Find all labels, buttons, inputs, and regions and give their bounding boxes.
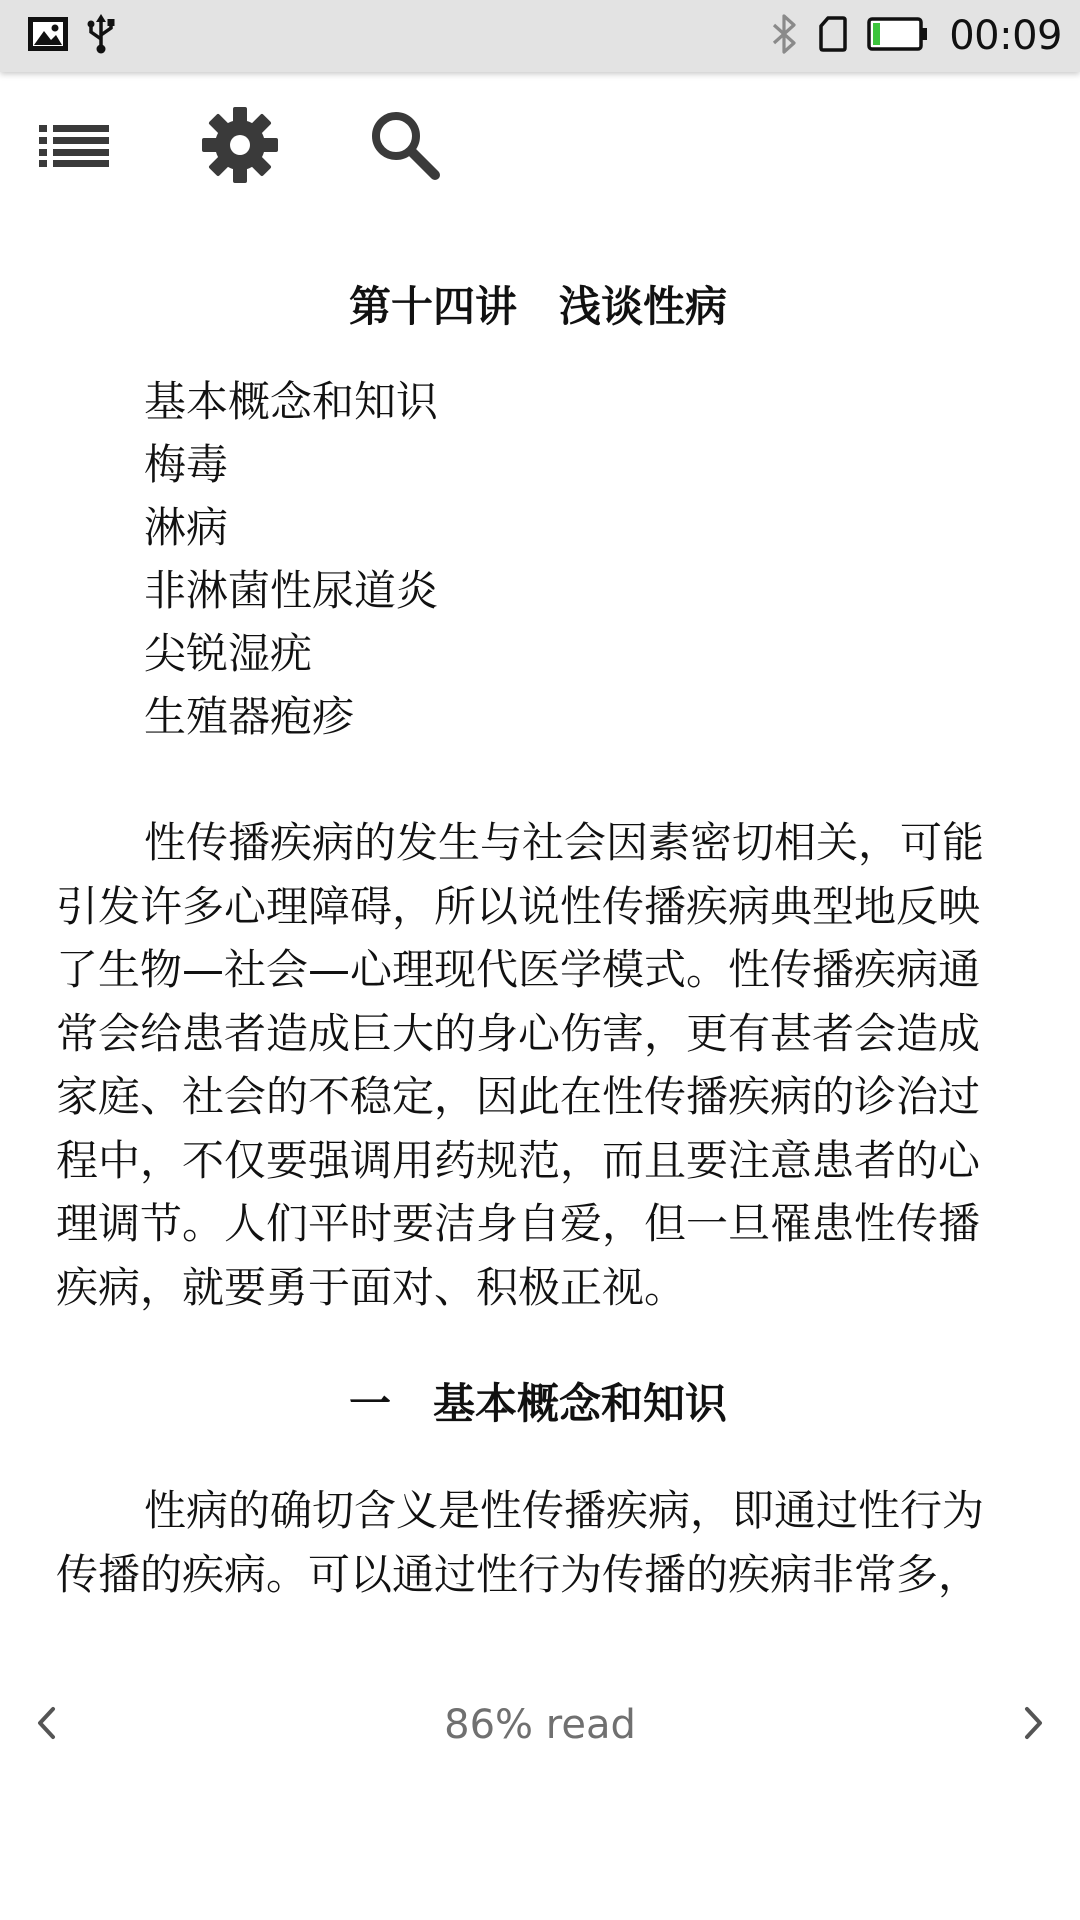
reading-progress: 86% read xyxy=(444,1702,636,1748)
status-bar xyxy=(0,0,1080,72)
reader-content xyxy=(56,270,1020,1606)
outline-item: 尖锐湿疣 xyxy=(144,629,313,678)
status-bar-left xyxy=(28,16,116,56)
chapter-title: 第十四讲 浅谈性病 xyxy=(348,282,727,331)
search-button[interactable] xyxy=(355,102,455,192)
battery-fill xyxy=(873,23,880,45)
usb-icon xyxy=(86,14,116,58)
battery-icon xyxy=(867,17,929,55)
table-of-contents-button[interactable] xyxy=(24,102,124,192)
chapter-outline xyxy=(56,370,1020,748)
outline-item: 梅毒 xyxy=(144,440,229,489)
status-bar-right xyxy=(771,10,1062,62)
previous-page-button[interactable] xyxy=(12,1690,82,1760)
table-of-contents-icon xyxy=(39,123,109,171)
reader-footer xyxy=(0,1690,1080,1760)
reader-toolbar xyxy=(0,72,1080,222)
body-paragraph: 性病的确切含义是性传播疾病，即通过性行为传播的疾病。可以通过性行为传播的疾病非常多， xyxy=(56,1486,985,1599)
next-page-button[interactable] xyxy=(998,1690,1068,1760)
sim-card-icon xyxy=(819,16,847,56)
outline-item: 基本概念和知识 xyxy=(144,377,439,426)
settings-gear-icon xyxy=(200,105,280,189)
clock-time: 00:09 xyxy=(949,13,1062,59)
outline-item: 淋病 xyxy=(144,503,229,552)
settings-button[interactable] xyxy=(190,102,290,192)
image-icon xyxy=(28,17,68,55)
search-icon xyxy=(369,109,441,185)
bluetooth-icon xyxy=(771,13,799,59)
outline-item: 非淋菌性尿道炎 xyxy=(144,566,439,615)
outline-item: 生殖器疱疹 xyxy=(144,692,355,741)
chevron-right-icon xyxy=(1021,1705,1045,1745)
chevron-left-icon xyxy=(35,1705,59,1745)
section-title: 一 基本概念和知识 xyxy=(348,1379,727,1428)
body-paragraph: 性传播疾病的发生与社会因素密切相关，可能引发许多心理障碍，所以说性传播疾病典型地反映了生物—社会—心理现代医学模式。性传播疾病通常会给患者造成巨大的身心伤害，更有甚者会造成家庭、社会的不稳定，因此在性传播疾病的诊治过程中，不仅要强调用药规范，而且要注意患者的心理调节。人们平时要洁身自爱，但一旦罹患性传播疾病，就要勇于面对、积极正视。 xyxy=(56,818,985,1312)
